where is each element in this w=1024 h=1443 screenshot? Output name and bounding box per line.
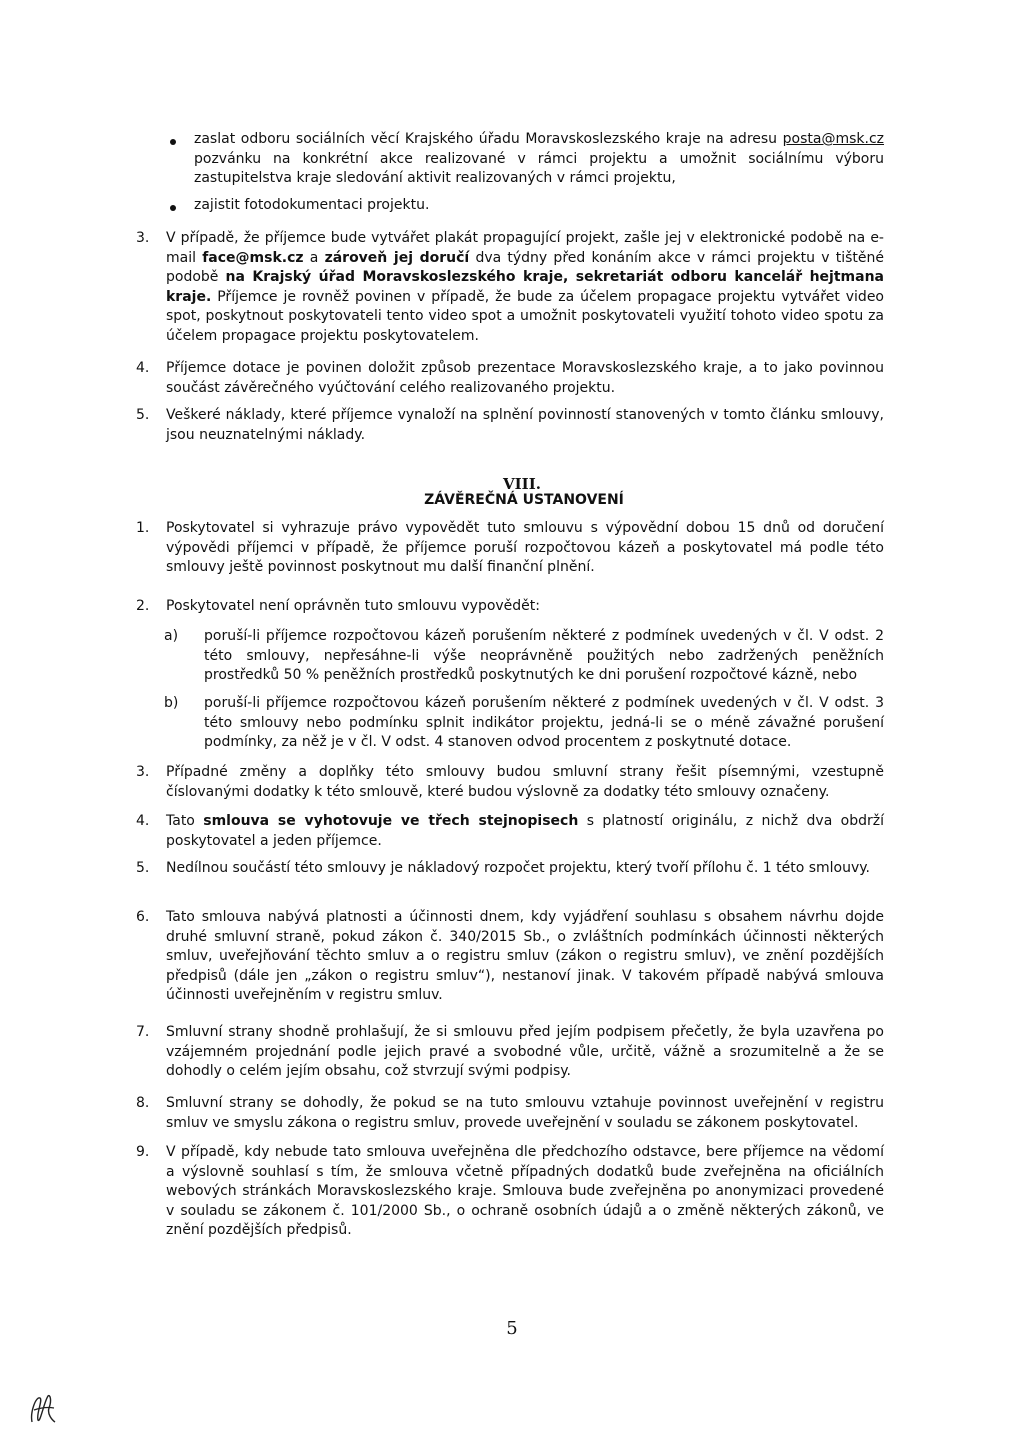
paragraph-item-5-top: Veškeré náklady, které příjemce vynaloží na splnění povinností stanovených v tomto článku smlouvy, jsou neuznatelnými náklady. xyxy=(166,407,884,443)
paragraph-item-6: Tato smlouva nabývá platnosti a účinnosti dnem, kdy vyjádření souhlasu s obsahem návrhu dojde druhé smluvní straně, pokud zákon č. 340/2015 Sb., o zvláštních podmínkách účinnosti některých smluv, uveřejňování těchto smluv a o registru smluv (zákon o registru smluv), ve znění pozdějších předpisů (dále jen „zákon o registru smluv“), nestanoví jinak. V takovém případě nabývá smlouva účinnosti uveřejněním v registru smluv. xyxy=(166,909,884,1003)
item-number: 8. xyxy=(136,1095,150,1111)
text-segment: V případě, že příjemce bude vytvářet plakát propagující projekt, zašle jej v elektronické podobě na e-mail xyxy=(166,230,884,266)
bullet-paragraph-2: zajistit fotodokumentaci projektu. xyxy=(194,197,430,213)
item-number: 4. xyxy=(136,813,150,829)
sub-label: b) xyxy=(164,695,179,711)
email-face: face@msk.cz xyxy=(202,249,304,266)
email-link-posta[interactable]: posta@msk.cz xyxy=(782,131,885,147)
item-number: 3. xyxy=(136,764,150,780)
paragraph-item-9: V případě, kdy nebude tato smlouva uveřejněna dle předchozího odstavce, bere příjemce na vědomí a výslovně souhlasí s tím, že smlouva včetně případných dodatků bude zveřejněna na oficiálních webových stránkách Moravskoslezského kraje. Smlouva bude zveřejněna po anonymizaci provedené v souladu se zákonem č. 101/2000 Sb., o ochraně osobních údajů a o změně některých zákonů, ve znění pozdějších předpisů. xyxy=(166,1144,884,1238)
item-number: 5. xyxy=(136,860,150,876)
section-numeral: VIII. xyxy=(503,475,541,493)
text-segment: s platností originálu, z nichž dva obdrží poskytovatel a jeden příjemce. xyxy=(166,813,884,849)
item-number: 3. xyxy=(136,230,150,246)
bullet-1-text-start: zaslat odboru sociálních věcí Krajského úřadu Moravskoslezského kraje na adresu xyxy=(194,131,778,147)
paragraph-item-1: Poskytovatel si vyhrazuje právo vypovědět tuto smlouvu s výpovědní dobou 15 dnů od doručení výpovědi příjemci v případě, že příjemce poruší rozpočtovou kázeň a poskytovatel má podle této smlouvy ještě povinnost poskytnout mu další finanční plnění. xyxy=(166,520,884,575)
sub-label: a) xyxy=(164,628,179,644)
item-number: 1. xyxy=(136,520,150,536)
bullet-marker xyxy=(170,205,176,211)
item-number: 6. xyxy=(136,909,150,925)
item-number: 2. xyxy=(136,598,150,614)
paragraph-item-7: Smluvní strany shodně prohlašují, že si smlouvu před jejím podpisem přečetly, že byla uzavřena po vzájemném projednání podle jejich pravé a svobodné vůle, určitě, vážně a srozumitelně a že se dohodly o celém jejím obsahu, což stvrzují svými podpisy. xyxy=(166,1024,884,1079)
sub-paragraph-a: poruší-li příjemce rozpočtovou kázeň porušením některé z podmínek uvedených v čl. V odst. 2 této smlouvy, nepřesáhne-li výše neoprávněně použitých nebo zadržených peněžních prostředků 50 % peněžních prostředků poskytnutých ke dni porušení rozpočtové kázně, nebo xyxy=(204,628,884,683)
text-segment: a xyxy=(303,249,325,266)
text-segment: Tato xyxy=(166,813,204,829)
paragraph-item-2: Poskytovatel není oprávněn tuto smlouvu vypovědět: xyxy=(166,598,541,614)
text-segment: Příjemce je rovněž povinen v případě, že bude za účelem propagace projektu vytvářet video spot, poskytnout poskytovateli tento video spot a umožnit poskytovateli využití tohoto video spotu za účelem propagace projektu poskytovatelem. xyxy=(166,288,884,344)
section-title: ZÁVĚREČNÁ USTANOVENÍ xyxy=(424,492,624,508)
text-segment: dva týdny před konáním akce v rámci projektu v tištěné podobě xyxy=(166,249,885,285)
paragraph-item-8: Smluvní strany se dohodly, že pokud se na tuto smlouvu vztahuje povinnost uveřejnění v registru smluv ve smyslu zákona o registru smluv, provede uveřejnění v souladu se zákonem poskytovatel. xyxy=(166,1095,884,1131)
paragraph-item-4-top: Příjemce dotace je povinen doložit způsob prezentace Moravskoslezského kraje, a to jako povinnou součást závěrečného vyúčtování celého realizovaného projektu. xyxy=(166,360,884,396)
item-number: 5. xyxy=(136,407,150,423)
bullet-paragraph-1 xyxy=(194,130,884,189)
paragraph-item-3-top xyxy=(166,229,884,346)
paragraph-item-3: Případné změny a doplňky této smlouvy budou smluvní strany řešit písemnými, vzestupně číslovanými dodatky k této smlouvě, které budou výslovně za dodatky této smlouvy označeny. xyxy=(166,764,884,800)
item-number: 9. xyxy=(136,1144,150,1160)
paragraph-item-5: Nedílnou součástí této smlouvy je nákladový rozpočet projektu, který tvoří přílohu č. 1 této smlouvy. xyxy=(166,860,870,876)
item-number: 4. xyxy=(136,360,150,376)
paragraph-item-4 xyxy=(166,812,884,851)
bold-segment: na Krajský úřad Moravskoslezského kraje, sekretariát odboru kancelář hejtmana kraje. xyxy=(166,269,884,305)
item-number: 7. xyxy=(136,1024,150,1040)
bold-segment: zároveň jej doručí xyxy=(324,249,470,266)
bold-segment: smlouva se vyhotovuje ve třech stejnopisech xyxy=(203,813,579,829)
sub-paragraph-b: poruší-li příjemce rozpočtovou kázeň porušením některé z podmínek uvedených v čl. V odst. 3 této smlouvy nebo podmínku splnit indikátor projektu, jedná-li se o méně závažné porušení podmínky, za něž je v čl. V odst. 4 stanoven odvod procentem z poskytnuté dotace. xyxy=(204,695,884,750)
bullet-marker xyxy=(170,139,176,145)
bullet-1-text-rest: pozvánku na konkrétní akce realizované v rámci projektu a umožnit sociálnímu výboru zastupitelstva kraje sledování aktivit realizovaných v rámci projektu, xyxy=(194,150,884,186)
page-number: 5 xyxy=(506,1318,518,1339)
handwritten-initials-icon xyxy=(28,1392,58,1426)
